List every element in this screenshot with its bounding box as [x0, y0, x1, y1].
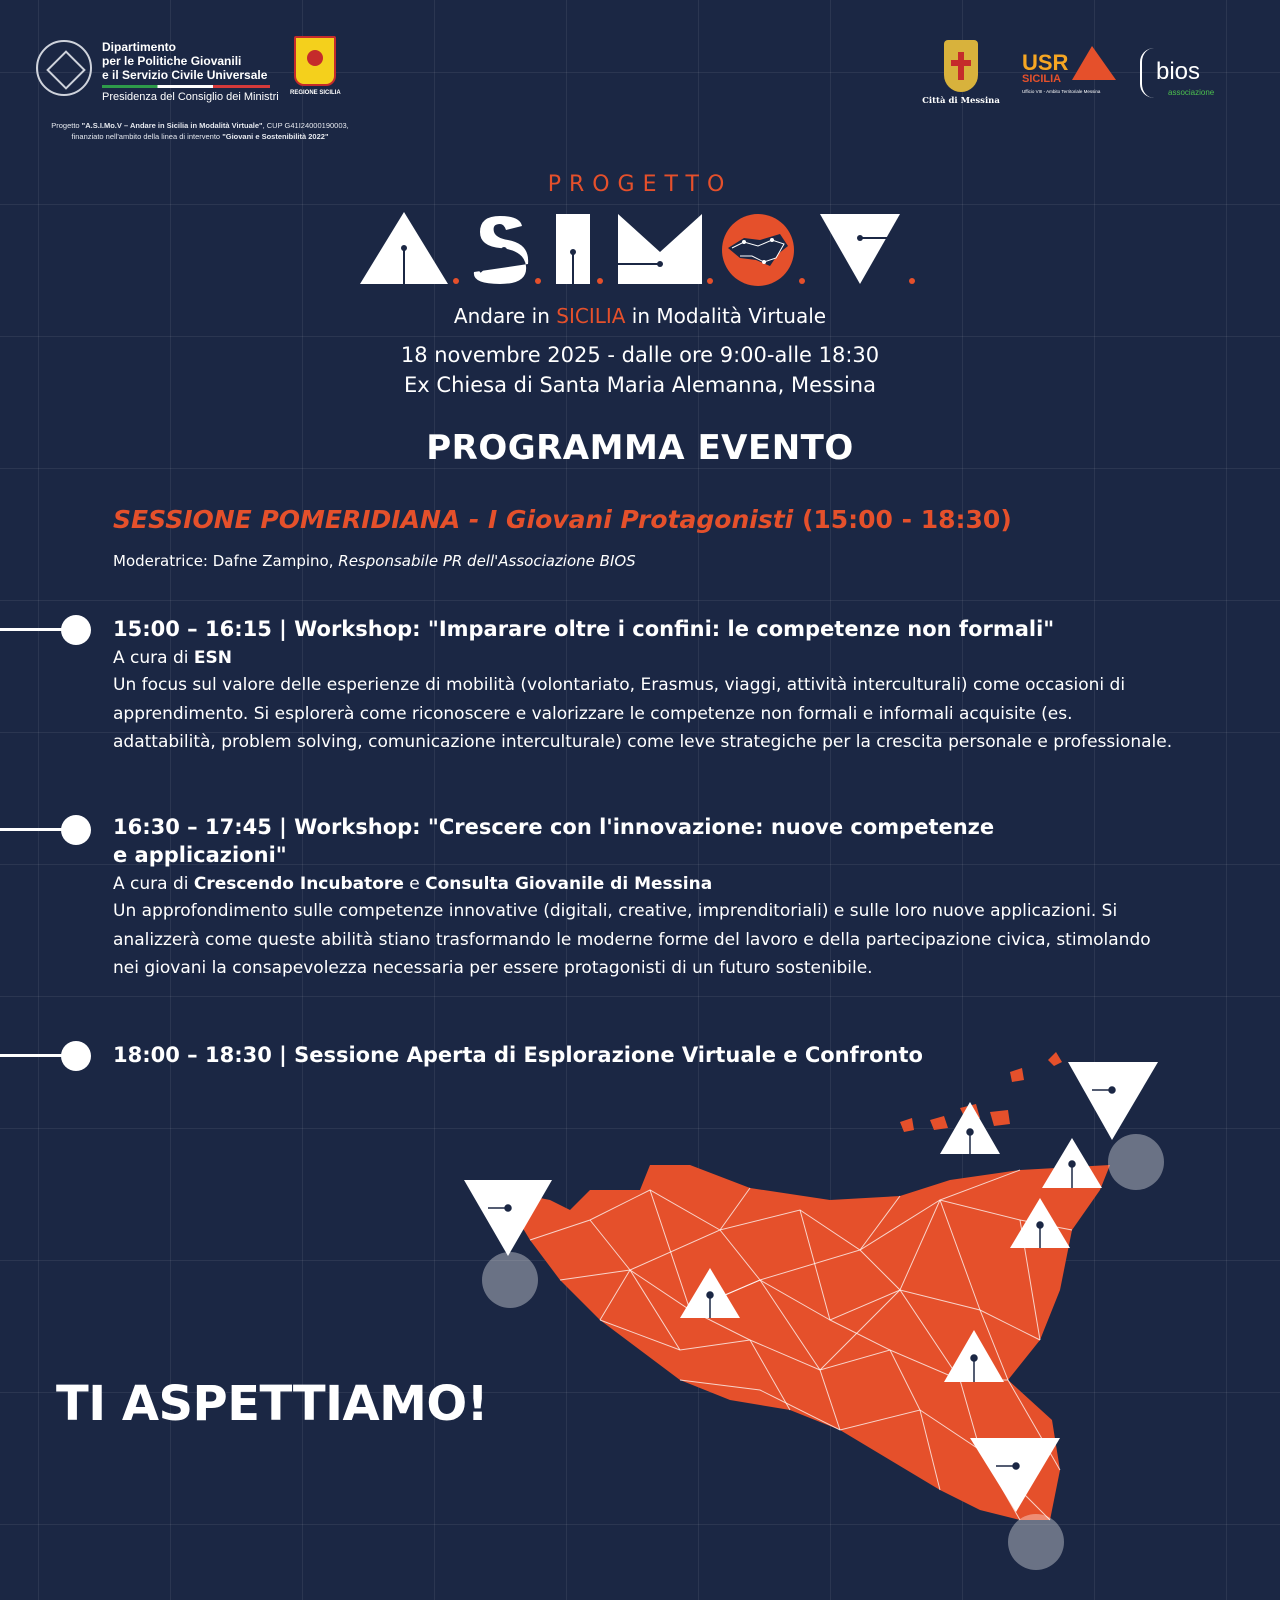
regione-label: REGIONE SICILIA	[290, 90, 341, 96]
republic-emblem-icon	[36, 40, 92, 96]
usr-flame-icon	[1072, 46, 1116, 80]
usr-sub: SICILIA	[1022, 73, 1062, 85]
timeline-dot-icon	[61, 815, 91, 845]
item-2-org-mid: e	[403, 874, 426, 894]
dept-line-3: e il Servizio Civile Universale	[102, 68, 268, 82]
event-date-venue	[0, 340, 1280, 400]
usr-sicilia-logo	[1022, 52, 1122, 94]
funding-cup: , CUP G41I24000190003,	[262, 121, 349, 130]
usr-caption: Ufficio VIII - Ambito Territoriale Messina	[1022, 89, 1101, 94]
moderator-name: Moderatrice: Dafne Zampino,	[113, 552, 334, 570]
progetto-label: PROGETTO	[547, 172, 733, 197]
moderator-role: Responsabile PR dell'Associazione BIOS	[338, 552, 636, 570]
moderator-line	[113, 552, 636, 570]
item-1-org-prefix: A cura di	[113, 648, 194, 668]
funding-line-pre: finanziato nell'ambito della linea di intervento	[71, 132, 223, 141]
subtitle-sicilia: SICILIA	[556, 304, 626, 328]
item-2-org	[113, 871, 1173, 897]
item-1-desc: Un focus sul valore delle esperienze di mobilità (volontariato, Erasmus, viaggi, attività interculturali) come occasioni di apprendimento. Si esplorerà come riconoscere e valorizzare le competenze non formali e informali acquisite (es. adattabilità, problem solving, comunicazione interculturale) come leve strategiche per la crescita personale e professionale.	[113, 675, 1173, 752]
regione-sicilia-logo	[290, 36, 340, 96]
timeline-line	[0, 1054, 62, 1057]
funding-pre: Progetto	[51, 121, 82, 130]
programma-heading: PROGRAMMA EVENTO	[426, 428, 854, 468]
dept-line-2: per le Politiche Giovanili	[102, 54, 242, 68]
item-2-org-name-1: Crescendo Incubatore	[193, 874, 404, 894]
closing-message: TI ASPETTIAMO!	[56, 1376, 489, 1432]
event-date: 18 novembre 2025 - dalle ore 9:00-alle 18:30	[400, 343, 880, 367]
subtitle-post: in Modalità Virtuale	[625, 304, 827, 328]
session-title	[113, 505, 1012, 534]
funding-project: "A.S.I.Mo.V – Andare in Sicilia in Modalità Virtuale"	[81, 121, 263, 130]
funding-line-name: "Giovani e Sostenibilità 2022"	[222, 132, 329, 141]
tricolor-divider	[102, 85, 270, 88]
subtitle-pre: Andare in	[453, 304, 557, 328]
item-2-org-prefix: A cura di	[113, 874, 194, 894]
dipartimento-text	[102, 40, 279, 103]
bios-sub: associazione	[1168, 88, 1215, 97]
sicily-map-icon	[460, 1050, 1260, 1600]
citta-messina-logo	[920, 40, 1002, 106]
item-2-desc: Un approfondimento sulle competenze innovative (digitali, creative, imprenditoriali) e sulle loro nuove applicazioni. Si analizzerà come queste abilità stiano trasformando le moderne forme del lavoro e della partecipazione civica, stimolando nei giovani la consapevolezza necessaria per essere protagonisti di un futuro sostenibile.	[113, 901, 1151, 978]
bios-figure-icon	[1140, 48, 1154, 98]
event-venue: Ex Chiesa di Santa Maria Alemanna, Messina	[404, 373, 876, 397]
timeline-dot-icon	[61, 615, 91, 645]
dept-sub: Presidenza del Consiglio dei Ministri	[102, 91, 279, 103]
item-2-title-line-2: e applicazioni"	[113, 843, 287, 867]
dept-line-1: Dipartimento	[102, 40, 177, 54]
item-3-title: 18:00 – 18:30 | Sessione Aperta di Esplorazione Virtuale e Confronto	[113, 1043, 923, 1067]
program-item-2	[113, 813, 1173, 983]
timeline-line	[0, 828, 62, 831]
session-name: SESSIONE POMERIDIANA - I Giovani Protagonisti	[113, 505, 794, 534]
item-1-org	[113, 645, 1173, 671]
funding-note	[40, 120, 360, 142]
timeline-line	[0, 628, 62, 631]
timeline-dot-icon	[61, 1041, 91, 1071]
bios-word: bios	[1156, 58, 1201, 85]
messina-label: Città di Messina	[922, 96, 1000, 106]
item-2-title-line-1: 16:30 – 17:45 | Workshop: "Crescere con l'innovazione: nuove competenze	[113, 815, 995, 839]
trinacria-icon	[294, 36, 336, 86]
usr-title: USR	[1022, 50, 1069, 75]
program-item-1	[113, 615, 1173, 757]
session-time: (15:00 - 18:30)	[801, 505, 1012, 534]
item-1-title: 15:00 – 16:15 | Workshop: "Imparare oltre i confini: le competenze non formali"	[113, 617, 1055, 641]
event-subtitle	[0, 304, 1280, 328]
item-1-org-name: ESN	[193, 648, 232, 668]
messina-crest-icon	[944, 40, 978, 92]
item-2-org-name-2: Consulta Giovanile di Messina	[425, 874, 713, 894]
asimov-logo	[360, 212, 920, 292]
